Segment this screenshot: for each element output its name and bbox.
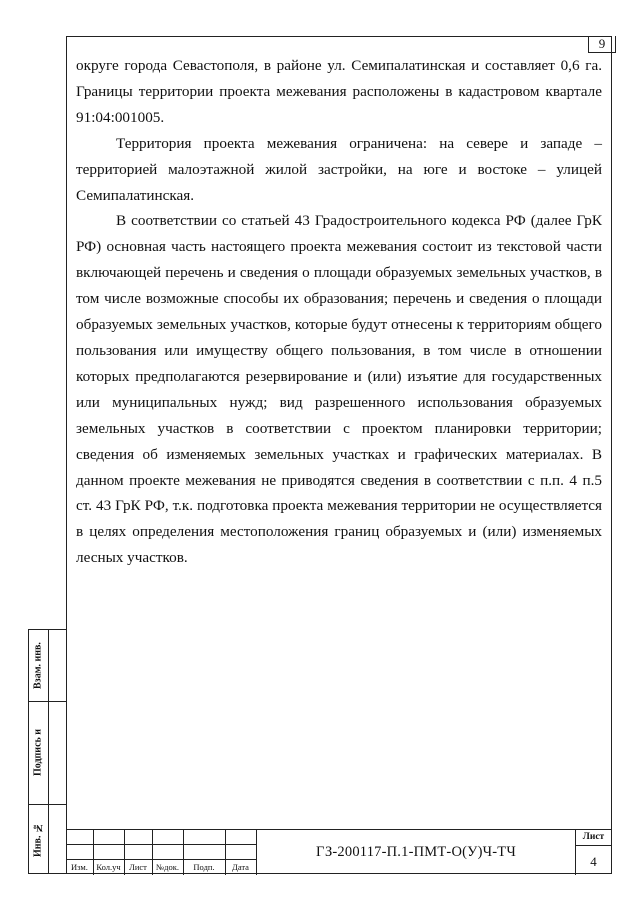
column-header-count: Кол.уч: [96, 862, 121, 872]
title-block: [66, 829, 612, 874]
page-number: 9: [588, 36, 616, 53]
document-body: [76, 53, 602, 571]
column-header-doc-number: №док.: [156, 862, 179, 872]
side-label-signature: Подпись и: [32, 728, 44, 777]
paragraph: В соответствии со статьей 43 Градостроительного кодекса РФ (далее ГрК РФ) основная часть настоящего проекта межевания состоит из текстовой части включающей перечень и сведения о площади образуемых земельных участков, в том числе возможные способы их образования; перечень и сведения о площади образуемых земельных участков, которые будут отнесены к территориям общего пользования или имуществу общего пользования, в том числе в отношении которых предполагаются резервирование и (или) изъятие для государственных или муниципальных нужд; вид разрешенного использования образуемых земельных участков в соответствии с проектом планировки территории; сведения об изменяемых земельных участках и графических материалах. В данном проекте межевания не приводятся сведения в соответствии с п.п. 4 п.5 ст. 43 ГрК РФ, т.к. подготовка проекта межевания территории не осуществляется в целях определения местоположения границ образуемых и (или) изменяемых лесных участков.: [76, 212, 602, 567]
sheet-number: 4: [590, 854, 597, 869]
paragraph: округе города Севастополя, в районе ул. Семипалатинская и составляет 0,6 га. Границы территории проекта межевания расположены в кадастровом квартале 91:04:001005.: [76, 57, 602, 126]
sheet-label: Лист: [582, 832, 605, 842]
document-code: ГЗ-200117-П.1-ПМТ-О(У)Ч-ТЧ: [316, 844, 516, 860]
column-header-change: Изм.: [71, 862, 88, 872]
column-header-date: Дата: [232, 862, 249, 872]
paragraph: Территория проекта межевания ограничена: на севере и западе – территорией малоэтажной жилой застройки, на юге и востоке – улицей Семипалатинская.: [76, 134, 602, 204]
side-label-inv-number: Инв. №: [32, 822, 44, 857]
side-label-replacement-inv: Взам. инв.: [32, 642, 44, 689]
side-stamp: [28, 629, 66, 874]
column-header-signature: Подп.: [193, 862, 215, 872]
column-header-sheet: Лист: [129, 862, 147, 872]
